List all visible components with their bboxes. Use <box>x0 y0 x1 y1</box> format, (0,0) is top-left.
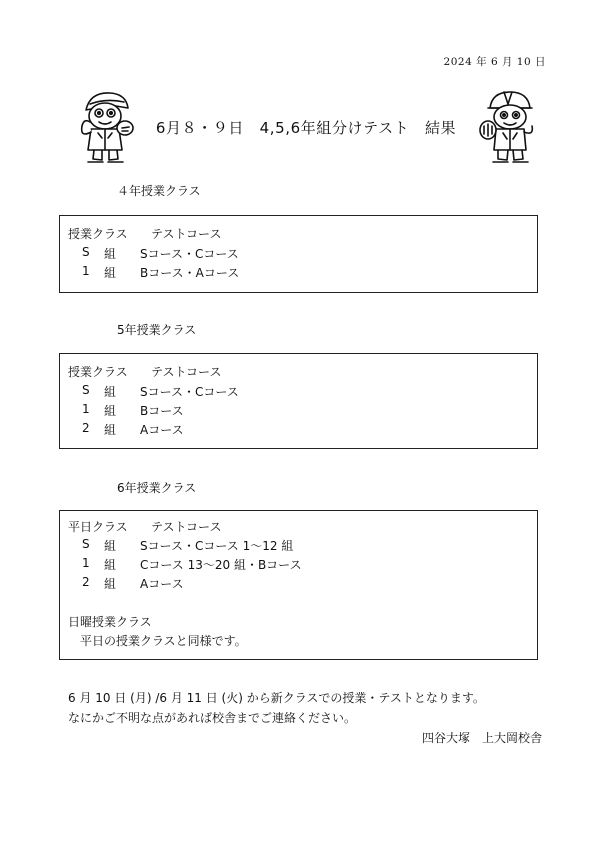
grade5-row-kumi: 組 <box>104 423 117 437</box>
grade5-row-kumi: 組 <box>104 385 117 399</box>
grade5-header-class: 授業クラス <box>68 365 128 379</box>
grade4-header-class: 授業クラス <box>68 227 128 241</box>
grade6-row-course: Aコース <box>140 577 184 591</box>
grade6-sunday-text: 平日の授業クラスと同様です。 <box>80 634 247 648</box>
grade5-header-course: テストコース <box>151 365 222 379</box>
grade6-section-label: 6年授業クラス <box>117 481 197 495</box>
issue-date: 2024 年 6 月 10 日 <box>443 56 546 68</box>
grade5-row-kumi: 組 <box>104 404 117 418</box>
page-title: 6月８・９日 4,5,6年組分けテスト 結果 <box>155 119 457 137</box>
grade4-row-class: S <box>82 245 90 259</box>
grade4-row-kumi: 組 <box>104 266 117 280</box>
grade6-header-course: テストコース <box>151 520 222 534</box>
grade6-row-kumi: 組 <box>104 539 117 553</box>
grade5-row-class: 1 <box>82 402 90 416</box>
grade4-class-box <box>59 215 538 293</box>
grade5-section-label: 5年授業クラス <box>117 323 197 337</box>
grade5-row-class: 2 <box>82 421 90 435</box>
notice-line-2: なにかご不明な点があれば校舎までご連絡ください。 <box>68 711 357 725</box>
grade6-header-class: 平日クラス <box>68 520 128 534</box>
grade6-row-class: 2 <box>82 575 90 589</box>
grade6-class-box <box>59 510 538 660</box>
grade6-row-kumi: 組 <box>104 558 117 572</box>
grade5-row-course: Sコース・Cコース <box>140 385 239 399</box>
grade4-row-kumi: 組 <box>104 247 117 261</box>
grade5-row-course: Bコース <box>140 404 184 418</box>
grade6-row-class: 1 <box>82 556 90 570</box>
grade5-row-class: S <box>82 383 90 397</box>
grade4-header-course: テストコース <box>151 227 222 241</box>
grade4-row-course: Bコース・Aコース <box>140 266 240 280</box>
grade6-row-class: S <box>82 537 90 551</box>
grade4-row-course: Sコース・Cコース <box>140 247 239 261</box>
grade6-row-kumi: 組 <box>104 577 117 591</box>
grade6-row-course: Cコース 13～20 組・Bコース <box>140 558 302 572</box>
grade4-section-label: ４年授業クラス <box>117 184 201 198</box>
grade6-row-course: Sコース・Cコース 1～12 組 <box>140 539 294 553</box>
grade6-sunday-label: 日曜授業クラス <box>68 615 152 629</box>
grade4-row-class: 1 <box>82 264 90 278</box>
notice-line-1: 6 月 10 日 (月) /6 月 11 日 (火) から新クラスでの授業・テストとなります。 <box>68 691 485 705</box>
grade5-row-course: Aコース <box>140 423 184 437</box>
school-name: 四谷大塚 上大岡校舎 <box>421 731 542 745</box>
grade5-class-box <box>59 353 538 449</box>
